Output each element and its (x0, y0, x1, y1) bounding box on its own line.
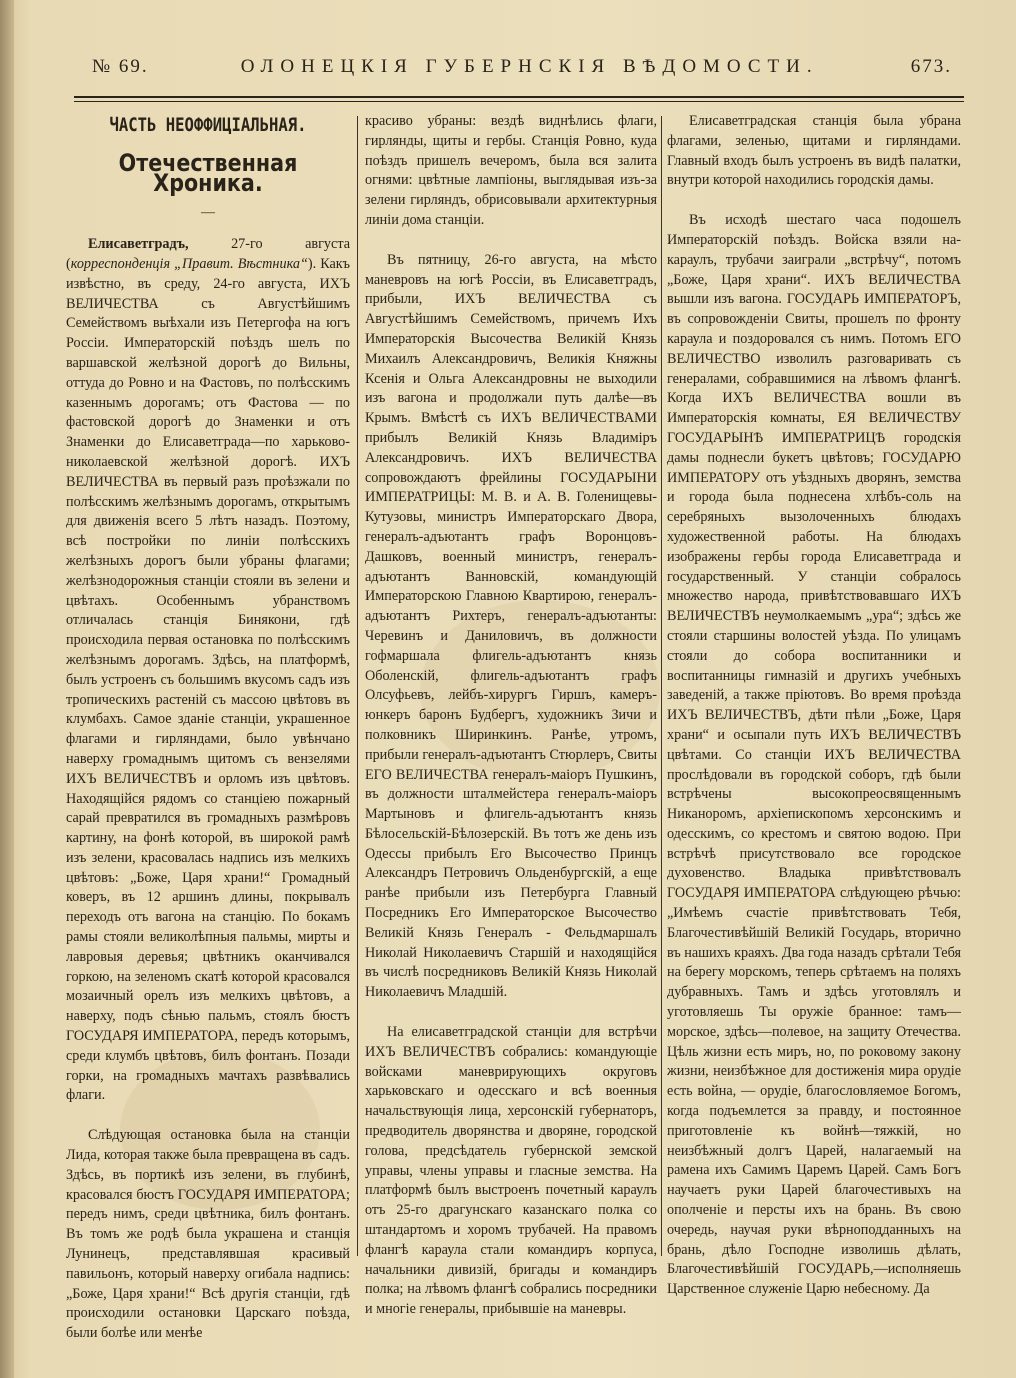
column-1 (66, 112, 350, 1342)
article-paragraph: красиво убраны: вездѣ виднѣлись флаги, гирлянды, щиты и гербы. Станція Ровно, куда поѣздъ пришелъ вечеромъ, была вся залита огнями: цвѣтные лампіоны, выглядывая изъ-за зелени гирляндъ, обрисовывали архитектурныя линіи дома станціи. (365, 113, 657, 228)
article-paragraph: Слѣдующая остановка была на станціи Лида, которая также была превращена въ садъ. Здѣсь, въ портикѣ изъ зелени, въ глубинѣ, красовался бюстъ ГОСУДАРЯ ИМПЕРАТОРА; передъ нимъ, среди цвѣтника, билъ фонтанъ. Въ томъ же родѣ была украшена и станція Лунинецъ, представлявшая красивый павильонъ, который наверху огибала надпись: „Боже, Царя храни!“ Всѣ другія станціи, гдѣ происходили остановки Царскаго поѣзда, были болѣе или менѣе (66, 1127, 350, 1342)
issue-number: № 69. (92, 56, 149, 77)
column-divider (357, 116, 358, 1256)
page-number: 673. (910, 56, 952, 77)
column-divider (661, 116, 662, 1256)
page-header (92, 56, 952, 86)
page-binding-edge (0, 0, 14, 1378)
column-3 (667, 112, 961, 1298)
dateline-source: корреспонденція „Правит. Вѣстника“ (70, 255, 308, 272)
article-paragraph: Елисаветградская станція была убрана флагами, зеленью, щитами и гирляндами. Главный входъ былъ устроенъ въ видѣ палатки, внутри которой находились городскія дамы. (667, 113, 961, 189)
newspaper-masthead: ОЛОНЕЦКІЯ ГУБЕРНСКІЯ ВѢДОМОСТИ. (240, 56, 819, 77)
heading-dash: — (201, 205, 215, 221)
dateline-date: 27-го августа ( (66, 236, 350, 272)
dateline-place: Елисаветградъ, (88, 236, 189, 253)
article-paragraph: Въ исходѣ шестаго часа подошелъ Императорскій поѣздъ. Войска взяли на-караулъ, трубачи заиграли „встрѣчу“, потомъ „Боже, Царя храни“. ИХЪ ВЕЛИЧЕСТВА вышли изъ вагона. ГОСУДАРЬ ИМПЕРАТОРЪ, въ сопровожденіи Свиты, прошелъ по фронту караула и поздоровался съ нимъ. Потомъ ЕГО ВЕЛИЧЕСТВО изволилъ разговаривать съ генералами, собравшимися на лѣвомъ флангѣ. Когда ИХЪ ВЕЛИЧЕСТВА вошли въ Императорскія комнаты, ЕЯ ВЕЛИЧЕСТВУ ГОСУДАРЫНѢ ИМПЕРАТРИЦѢ городскія дамы поднесли букетъ цвѣтовъ; ГОСУДАРЮ ИМПЕРАТОРУ отъ уѣздныхъ дворянъ, земства и города была поднесена хлѣбъ-соль на серебряныхъ вызолоченныхъ блюдахъ художественной работы. На блюдахъ изображены гербы города Елисаветграда и государственный. У станціи собралось множество народа, привѣтствовавшаго ИХЪ ВЕЛИЧЕСТВЪ неумолкаемымъ „ура“; здѣсь же стояли старшины волостей уѣзда. По улицамъ стояли до собора воспитанники и воспитанницы гимназій и другихъ учебныхъ заведеній, а также пріютовъ. Во время проѣзда ИХЪ ВЕЛИЧЕСТВЪ, дѣти пѣли „Боже, Царя храни“ и осыпали путь ИХЪ ВЕЛИЧЕСТВЪ цвѣтами. Со станціи ИХЪ ВЕЛИЧЕСТВА прослѣдовали въ городской соборъ, гдѣ были встрѣчены высокопреосвященнымъ Никаноромъ, архіепископомъ херсонскимъ и одесскимъ, со крестомъ и святою водою. При встрѣчѣ присутствовало все городское духовенство. Владыка привѣтствовалъ ГОСУДАРЯ ИМПЕРАТОРА слѣдующею рѣчью: „Имѣемъ счастіе привѣтствовать Тебя, Благочестивѣйшій Великій Государь, вторично въ нашихъ краяхъ. Два года назадъ срѣтали Тебя на берегу морскомъ, теперь срѣтаемъ на поляхъ дубравныхъ. Тамъ и здѣсь уготовлялъ и уготовляешь Ты оружіе бранное: тамъ—морское, здѣсь—полевое, на защиту Отечества. Цѣль жизни есть миръ, но, по роковому закону жизни, неизбѣжное для достиженія мира орудіе есть война, — орудіе, благословляемое Богомъ, когда подъемлется за правду, и постоянное приготовленіе къ войнѣ—тяжкій, но неизбѣжный долгъ Царей, налагаемый на рамена ихъ Самимъ Царемъ Царей. Самъ Богъ научаетъ руки Царей благочестивыхъ на ополченіе и персты ихъ на брань. Въ свою очередь, научая руки вѣрноподданныхъ на брань, дѣло Господне изволишь дѣлать, Благочестивѣйшій ГОСУДАРЬ,—исполняешь Царственное служеніе Царю небесному. Да (667, 212, 961, 1298)
article-paragraph: Въ пятницу, 26-го августа, на мѣсто маневровъ на югѣ Россіи, въ Елисаветградъ, прибыли, ИХЪ ВЕЛИЧЕСТВА съ Августѣйшимъ Семействомъ, причемъ Ихъ Императорскія Высочества Великій Князь Михаилъ Александровичъ, Великія Княжны Ксенія и Ольга Александровны не выходили изъ вагона и продолжали путь далѣе—въ Крымъ. Вмѣстѣ съ ИХЪ ВЕЛИЧЕСТВАМИ прибылъ Великій Князь Владиміръ Александровичъ. ИХЪ ВЕЛИЧЕСТВА сопровождаютъ фрейлины ГОСУДАРЫНИ ИМПЕРАТРИЦЫ: М. В. и А. В. Голенищевы-Кутузовы, министръ Императорскаго Двора, генералъ-адъютантъ графъ Воронцовъ-Дашковъ, военный министръ, генералъ-адъютантъ Ванновскій, командующій Императорскою Главною Квартирою, генералъ-адъютантъ Рихтеръ, генералъ-адъютанты: Черевинъ и Даниловичъ, въ должности гофмаршала флигель-адъютантъ князь Оболенскій, флигель-адъютантъ графъ Олсуфьевъ, лейбъ-хирургъ Гиршъ, камеръ-юнкеръ баронъ Будбергъ, художникъ Зичи и полковникъ Ширинкинъ. Ранѣе, утромъ, прибыли генералъ-адъютантъ Стюрлеръ, Свиты ЕГО ВЕЛИЧЕСТВА генералъ-маіоръ Пушкинъ, въ должности шталмейстера генералъ-маіоръ Мартыновъ и флигель-адъютантъ князь Бѣлосельскій-Бѣлозерскій. Въ тотъ же день изъ Одессы прибылъ Его Высочество Принцъ Александръ Петровичъ Ольденбургскій, а еще ранѣе прибыли изъ Петербурга Главный Посредникъ Его Императорское Высочество Великій Князь Генералъ - Фельдмаршалъ Николай Николаевичъ Старшій и находящійся въ числѣ посредниковъ Великій Князь Николай Николаевичъ Младшій. (365, 251, 657, 1001)
article-heading: Отечественная Хроника. (118, 148, 298, 197)
header-rule (74, 96, 964, 102)
section-title: ЧАСТЬ НЕОФФИЦІАЛЬНАЯ. (109, 114, 307, 136)
article-paragraph: На елисаветградской станціи для встрѣчи ИХЪ ВЕЛИЧЕСТВЪ собрались: командующіе войсками маневрирующихъ округовъ харьковскаго и одесскаго и всѣ военныя начальствующія лица, херсонскій губернаторъ, предводитель дворянства и дворяне, городской голова, предсѣдатель губернской земской управы, члены управы и гласные земства. На платформѣ былъ выстроенъ почетный караулъ отъ 25-го драгунскаго казанскаго полка со штандартомъ и хоромъ трубачей. На правомъ флангѣ караула стали командиръ корпуса, начальники дивизій, бригады и командиръ полка; на лѣвомъ флангѣ собрались посредники и многіе генералы, прибывшіе на маневры. (365, 1024, 657, 1318)
column-2 (365, 112, 657, 1318)
article-paragraph (66, 235, 350, 1106)
paragraph-text: ). Какъ извѣстно, въ среду, 24-го августа, ИХЪ ВЕЛИЧЕСТВА съ Августѣйшимъ Семействомъ выѣхали изъ Петергофа на югъ Россіи. Императорскій поѣздъ шелъ по варшавской желѣзной дорогѣ до Вильны, оттуда до Ровно и на Фастовъ, по полѣсскимъ казеннымъ дорогамъ; отъ Фастова — по фастовской дорогѣ до Знаменки и отъ Знаменки до Елисаветграда—по харьково-николаевской желѣзной дорогѣ. ИХЪ ВЕЛИЧЕСТВА въ первый разъ проѣзжали по полѣсскимъ желѣзнымъ дорогамъ, открытымъ для движенія всего 5 лѣтъ назадъ. Поэтому, всѣ постройки по линіи полѣсскихъ желѣзныхъ дорогъ были убраны флагами; желѣзнодорожныя станціи стояли въ зелени и цвѣтахъ. Особеннымъ убранствомъ отличалась станція Бинякони, гдѣ происходила первая остановка по полѣсскимъ желѣзнымъ дорогамъ. Здѣсь, на платформѣ, былъ устроенъ съ большимъ вкусомъ садъ изъ тропическихъ растеній съ массою цвѣтовъ въ клумбахъ. Самое зданіе станціи, украшенное флагами и гирляндами, было увѣнчано наверху громаднымъ щитомъ съ вензелями ИХЪ ВЕЛИЧЕСТВЪ и орломъ изъ цвѣтовъ. Находящійся рядомъ со станціею пожарный сарай превратился въ громадныхъ размѣровъ картину, на фонѣ которой, въ широкой рамѣ изъ зелени, красовалась надпись изъ мелкихъ цвѣтовъ: „Боже, Царя храни!“ Громадный коверъ, въ 12 аршинъ длины, покрывалъ переходъ отъ вагона на станцію. По бокамъ рамы стояли великолѣпныя пальмы, мирты и лавровыя деревья; цвѣтникъ оканчивался горкою, на зеленомъ скатѣ которой красовался мозаичный орелъ изъ мелкихъ цвѣтовъ, а наверху, подъ сѣнью пальмъ, стоялъ бюстъ ГОСУДАРЯ ИМПЕРАТОРА, передъ которымъ, среди клумбъ цвѣтовъ, билъ фонтанъ. Позади горки, на громадныхъ мачтахъ развѣвались флаги. (66, 255, 350, 1104)
